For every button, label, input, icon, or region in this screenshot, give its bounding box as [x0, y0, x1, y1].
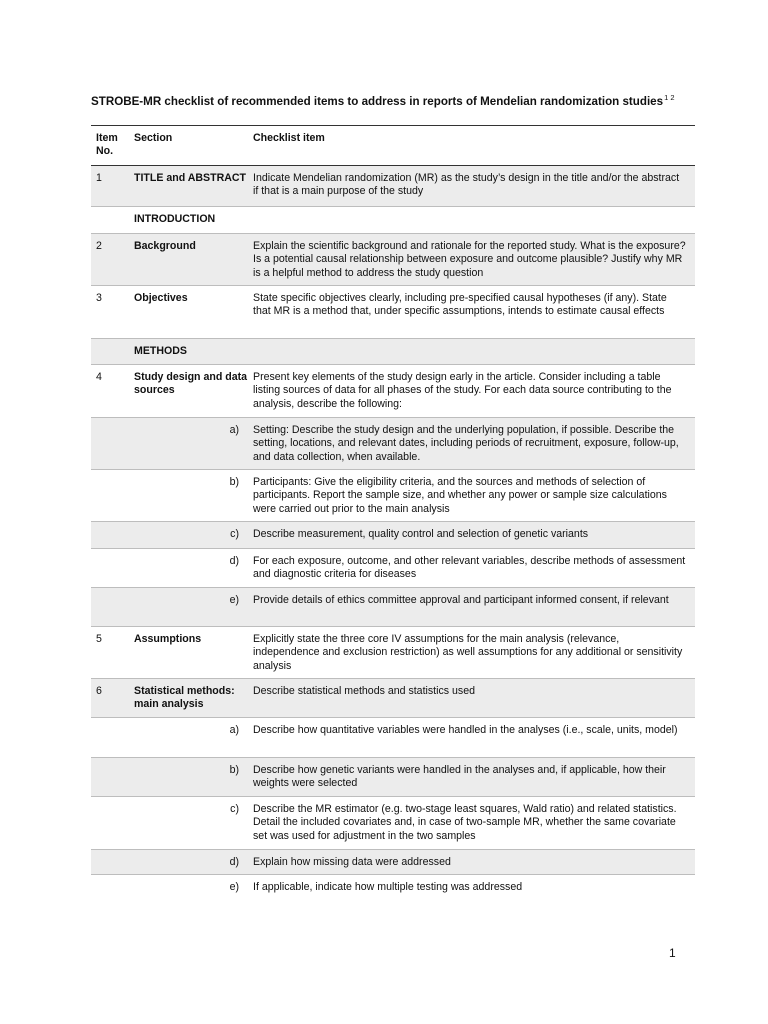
checklist-text: Explain how missing data were addressed — [253, 856, 451, 868]
section-name: INTRODUCTION — [134, 213, 216, 225]
header-item-no: Item No. — [96, 132, 118, 158]
checklist-text: Describe how genetic variants were handled in the analyses and, if applicable, how their weights were selected — [253, 764, 666, 790]
table-row — [91, 797, 695, 850]
item-number: 4 — [96, 371, 102, 383]
checklist-text: State specific objectives clearly, including pre-specified causal hypotheses (if any). State that MR is a method that, under specific assumptions, intends to estimate causal effects — [253, 292, 667, 318]
subitem-letter: a) — [229, 424, 239, 436]
section-name: Objectives — [134, 292, 188, 304]
subitem-letter: b) — [229, 476, 239, 488]
checklist-text — [253, 213, 695, 227]
item-number — [91, 424, 134, 463]
table-header-row — [91, 126, 695, 166]
page-number: 1 — [669, 946, 676, 960]
item-number — [91, 764, 134, 790]
checklist-text: Indicate Mendelian randomization (MR) as the study’s design in the title and/or the abstract if that is a main purpose of the study — [253, 172, 680, 198]
section-name: METHODS — [134, 345, 187, 357]
checklist-text: Describe measurement, quality control and selection of genetic variants — [253, 528, 589, 540]
item-number: 3 — [96, 292, 102, 304]
table-row — [91, 418, 695, 470]
table-row — [91, 234, 695, 286]
table-row — [91, 875, 695, 901]
title-footnote-refs: 1 2 — [664, 93, 675, 102]
table-row — [91, 850, 695, 875]
item-number — [91, 724, 134, 751]
section-name: Assumptions — [134, 633, 202, 645]
table-row — [91, 522, 695, 549]
subitem-letter: d) — [229, 555, 239, 567]
checklist-text: Participants: Give the eligibility criteria, and the sources and methods of selection of participants. Report the sample size, and whether any power or sample size calculations were carried out prior to the main analysis — [253, 476, 667, 515]
item-number — [91, 555, 134, 581]
subitem-letter: b) — [229, 764, 239, 776]
table-row — [91, 286, 695, 339]
table-row — [91, 679, 695, 718]
subitem-letter: d) — [229, 856, 239, 868]
section-name: TITLE and ABSTRACT — [134, 172, 247, 184]
section-name: Statistical methods: main analysis — [134, 685, 235, 711]
item-number: 6 — [96, 685, 102, 697]
table-row — [91, 718, 695, 758]
table-row — [91, 339, 695, 365]
checklist-text: If applicable, indicate how multiple testing was addressed — [253, 881, 523, 893]
checklist-text: For each exposure, outcome, and other relevant variables, describe methods of assessment and diagnostic criteria for diseases — [253, 555, 686, 581]
section-name: Study design and data sources — [134, 371, 248, 397]
item-number — [91, 476, 134, 515]
subitem-letter: a) — [229, 724, 239, 736]
subitem-letter: c) — [230, 528, 239, 540]
table-row — [91, 549, 695, 588]
table-row — [91, 758, 695, 797]
subitem-letter: e) — [229, 594, 239, 606]
checklist-text: Describe statistical methods and statistics used — [253, 685, 475, 697]
section-name: Background — [134, 240, 196, 252]
table-row — [91, 166, 695, 207]
item-number: 2 — [96, 240, 102, 252]
checklist-text: Describe how quantitative variables were handled in the analyses (i.e., scale, units, model) — [253, 724, 678, 736]
item-number — [91, 803, 134, 843]
checklist-text — [253, 345, 695, 358]
checklist-text: Explicitly state the three core IV assumptions for the main analysis (relevance, independence and exclusion restriction) as well assumptions for any additional or sensitivity analysis — [253, 633, 683, 672]
item-number — [91, 345, 134, 358]
subitem-letter: c) — [230, 803, 239, 815]
checklist-text: Setting: Describe the study design and the underlying population, if possible. Describe the setting, locations, and relevant dates, including periods of recruitment, exposure, follow-up, and data collection, when available. — [253, 424, 679, 463]
checklist-text: Provide details of ethics committee approval and participant informed consent, if relevant — [253, 594, 669, 606]
checklist-text: Present key elements of the study design early in the article. Consider including a table listing sources of data for all phases of the study. For each data source contributing to the analysis, describe the following: — [253, 371, 672, 410]
checklist-text: Explain the scientific background and rationale for the reported study. What is the exposure? Is a potential causal relationship between exposure and outcome plausible? Justify why MR is a helpful method to address the study question — [253, 240, 686, 279]
item-number — [91, 528, 134, 542]
item-number — [91, 856, 134, 868]
table-row — [91, 365, 695, 418]
table-row — [91, 207, 695, 234]
header-section: Section — [134, 132, 173, 144]
item-number — [91, 594, 134, 620]
document-title — [91, 93, 675, 108]
subitem-letter: e) — [229, 881, 239, 893]
table-row — [91, 470, 695, 522]
table-row — [91, 627, 695, 679]
checklist-table — [91, 125, 695, 901]
checklist-text: Describe the MR estimator (e.g. two-stage least squares, Wald ratio) and related statistics. Detail the included covariates and, in case of two-sample MR, whether the same covariate set was used for adjustment in the two samples — [253, 803, 677, 842]
title-text: STROBE-MR checklist of recommended items to address in reports of Mendelian randomization studies — [91, 95, 664, 108]
header-checklist-item: Checklist item — [253, 132, 325, 144]
item-number — [91, 213, 134, 227]
table-row — [91, 588, 695, 627]
item-number: 1 — [96, 172, 102, 184]
item-number: 5 — [96, 633, 102, 645]
item-number — [91, 881, 134, 895]
